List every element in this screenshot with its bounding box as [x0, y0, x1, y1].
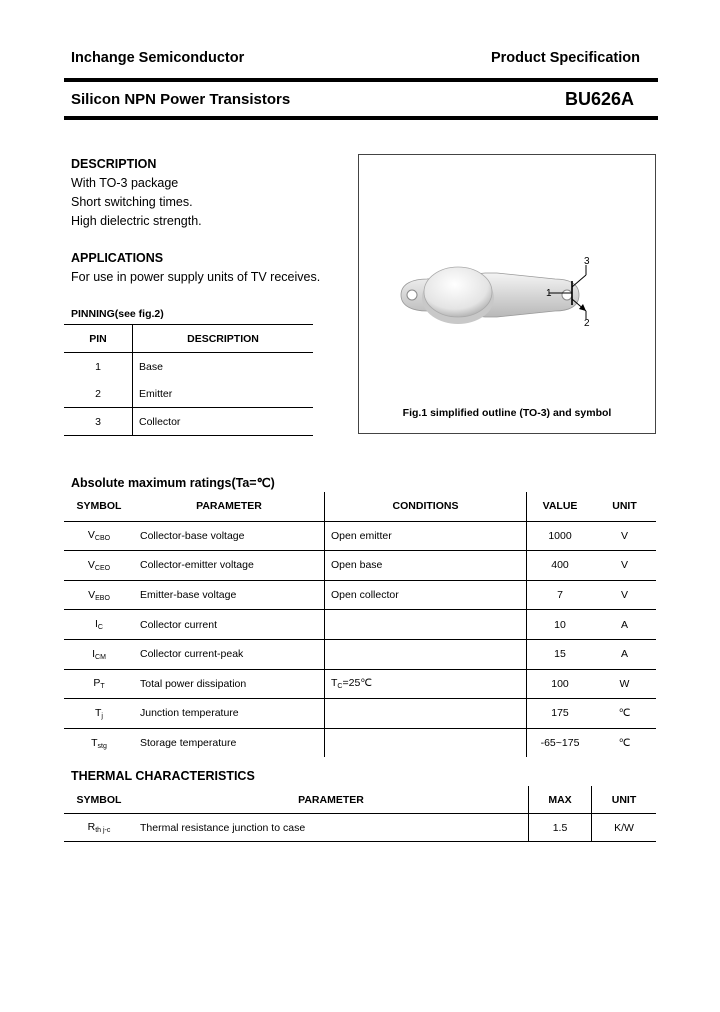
value-cell: 400 [527, 551, 594, 581]
value-cell: -65~175 [527, 728, 594, 757]
value-cell: 15 [527, 639, 594, 669]
table-row [64, 728, 656, 757]
unit-cell: V [620, 529, 628, 542]
unit-cell: A [620, 618, 628, 631]
value-cell: 7 [527, 580, 594, 610]
applications-heading: APPLICATIONS [71, 251, 164, 265]
table-row [64, 814, 656, 842]
pin-description: Collector [133, 408, 314, 436]
conditions-col-header: CONDITIONS [325, 492, 527, 521]
table-row [64, 610, 656, 640]
symbol-pin-collector: 3 [584, 256, 590, 267]
table-row [64, 639, 656, 669]
value-cell: 175 [527, 699, 594, 729]
unit-cell: ℃ [618, 737, 631, 750]
parameter-cell: Emitter-base voltage [140, 589, 237, 602]
value-cell: 10 [527, 610, 594, 640]
conditions-cell [325, 699, 527, 729]
ratings-table [64, 492, 656, 757]
unit-col-header: UNIT [612, 500, 637, 513]
table-row [64, 699, 656, 729]
desc-col-header: DESCRIPTION [133, 325, 314, 353]
pinning-table [64, 324, 313, 436]
pin-description: Emitter [133, 380, 314, 408]
symbol-cell: $R_{th j-c}$ [87, 821, 111, 834]
parameter-cell: Collector-emitter voltage [140, 559, 254, 572]
unit-cell: ℃ [618, 707, 631, 720]
parameter-cell: Collector current [140, 618, 218, 631]
part-number: BU626A [564, 89, 634, 109]
table-row [64, 353, 313, 381]
symbol-pin-base: 1 [546, 288, 552, 299]
figure-caption: Fig.1 simplified outline (TO-3) and symbol [402, 407, 612, 419]
max-cell: 1.5 [529, 814, 592, 842]
symbol-col-header: SYMBOL [76, 500, 122, 513]
product-title: Silicon NPN Power Transistors [71, 91, 291, 108]
max-col-header: MAX [529, 786, 592, 814]
table-row [64, 551, 656, 581]
unit-cell: V [620, 589, 628, 602]
header-rule [64, 78, 658, 82]
company-name: Inchange Semiconductor [71, 50, 245, 66]
conditions-cell: Open emitter [325, 521, 527, 551]
conditions-cell: $T_C=25℃$ [325, 669, 527, 699]
table-row [64, 580, 656, 610]
symbol-cell: $P_T$ [93, 677, 105, 691]
doc-type: Product Specification [490, 50, 640, 66]
parameter-col-header: PARAMETER [196, 500, 262, 513]
symbol-col-header: SYMBOL [76, 793, 122, 806]
table-row [64, 380, 313, 408]
table-row [64, 521, 656, 551]
unit-cell: A [620, 648, 628, 661]
conditions-cell [325, 639, 527, 669]
value-col-header: VALUE [527, 492, 594, 521]
pin-col-header: PIN [89, 332, 107, 345]
parameter-cell: Junction temperature [140, 707, 239, 720]
figure-box [358, 154, 656, 434]
description-heading: DESCRIPTION [71, 157, 157, 171]
pin-number: 3 [95, 415, 101, 428]
parameter-cell: Storage temperature [140, 737, 237, 750]
unit-cell: W [619, 677, 630, 690]
value-cell: 1000 [527, 521, 594, 551]
description-item: With TO-3 package [71, 176, 179, 190]
table-row [64, 669, 656, 699]
parameter-cell: Collector current-peak [140, 648, 244, 661]
unit-cell: K/W [592, 814, 657, 842]
symbol-pin-emitter: 2 [584, 318, 590, 329]
symbol-cell: $T_{stg}$ [91, 736, 107, 750]
table-row [64, 408, 313, 436]
title-rule [64, 116, 658, 120]
pin-number: 1 [95, 360, 101, 373]
symbol-cell: $I_C$ [95, 618, 103, 632]
ratings-heading: Absolute maximum ratings(Ta=℃) [71, 476, 275, 490]
symbol-cell: $T_j$ [95, 706, 103, 720]
value-cell: 100 [527, 669, 594, 699]
thermal-table [64, 786, 656, 842]
description-item: Short switching times. [71, 195, 193, 209]
parameter-cell: Collector-base voltage [140, 529, 245, 542]
conditions-cell: Open base [325, 551, 527, 581]
pinning-heading: PINNING(see fig.2) [71, 308, 164, 320]
unit-cell: V [620, 559, 628, 572]
description-item: High dielectric strength. [71, 214, 202, 228]
symbol-cell: $V_{CEO}$ [87, 558, 111, 572]
conditions-cell [325, 728, 527, 757]
pin-description: Base [133, 353, 314, 381]
conditions-cell: Open collector [325, 580, 527, 610]
pin-number: 2 [95, 387, 101, 400]
applications-item: For use in power supply units of TV receives. [71, 270, 321, 284]
symbol-cell: $V_{CBO}$ [87, 529, 111, 543]
parameter-col-header: PARAMETER [298, 793, 364, 806]
thermal-heading: THERMAL CHARACTERISTICS [71, 769, 255, 783]
unit-col-header: UNIT [592, 786, 657, 814]
symbol-cell: $I_{CM}$ [92, 647, 106, 661]
parameter-cell: Total power dissipation [140, 677, 247, 690]
symbol-cell: $V_{EBO}$ [88, 588, 110, 602]
parameter-cell: Thermal resistance junction to case [140, 821, 306, 834]
conditions-cell [325, 610, 527, 640]
